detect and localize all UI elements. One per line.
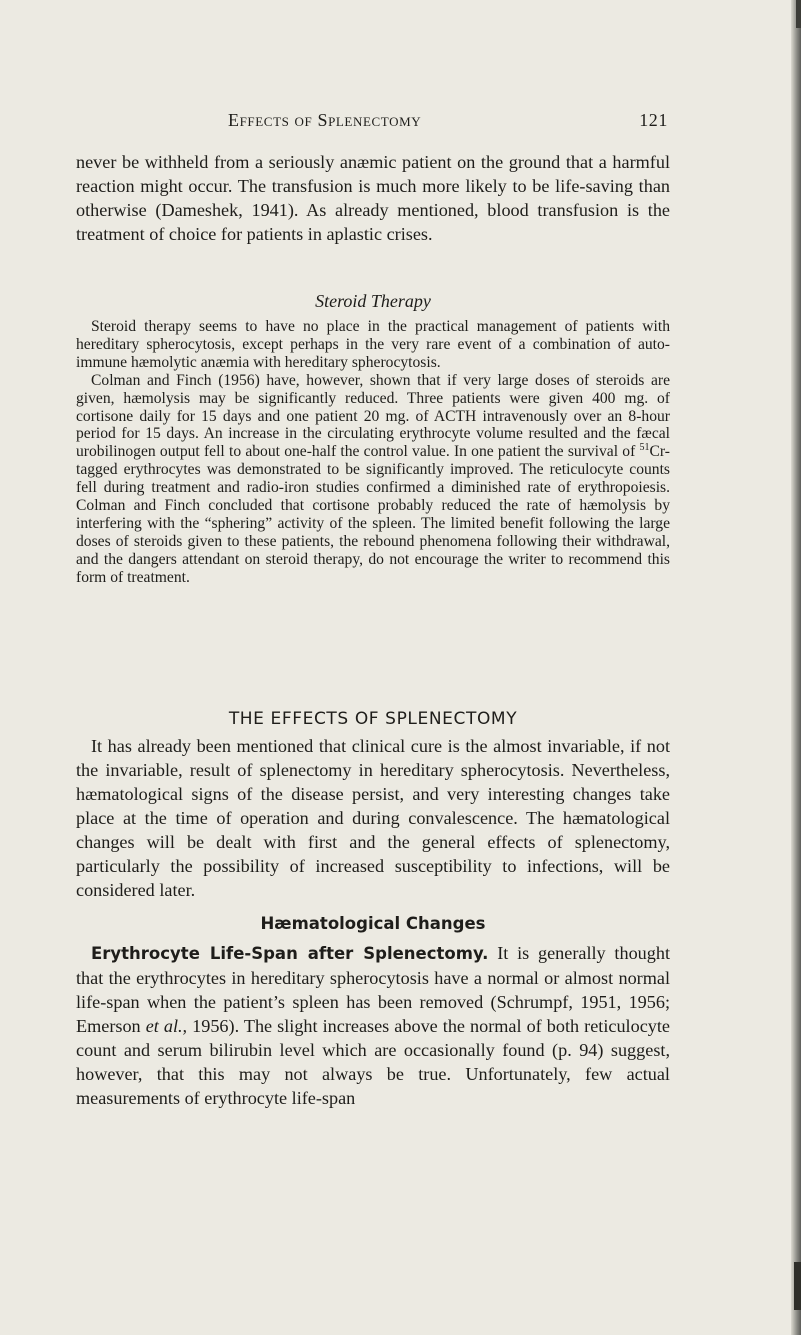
steroid-section-body bbox=[76, 318, 670, 587]
et-al-italic: et al., bbox=[145, 1016, 188, 1036]
steroid-paragraph-2-b: Cr-tagged erythrocytes was demonstrated to be significantly improved. The reticulocyte counts fell during treatment and radio-iron studies confirmed a diminished rate of erythropoiesis. Colman and Finch concluded that cortisone probably reduced the rate of hæmolysis by interfering with the “sphering” activity of the spleen. The limited benefit following the large doses of steroids given to these patients, the rebound phenomena following their withdrawal, and the dangers attendant on steroid therapy, do not encourage the writer to recommend this form of treatment. bbox=[76, 443, 670, 586]
page-number: 121 bbox=[639, 110, 668, 130]
intro-paragraph: never be withheld from a seriously anæmic patient on the ground that a harmful reaction might occur. The transfusion is much more likely to be life-saving than otherwise (Dameshek, 1941). As already mentioned, blood transfusion is the treatment of choice for patients in aplastic crises. bbox=[76, 152, 670, 244]
edge-mark-bottom bbox=[794, 1262, 801, 1310]
steroid-paragraph-2-a: Colman and Finch (1956) have, however, shown that if very large doses of steroids are given, hæmolysis may be significantly reduced. Three patients were given 400 mg. of cortisone daily for 15 days and one patient 20 mg. of ACTH intravenously over an 8-hour period for 15 days. An increase in the circulating erythrocyte volume resulted and the fæcal urobilinogen output fell to about one-half the control value. In one patient the survival of bbox=[76, 371, 670, 461]
running-head bbox=[228, 110, 668, 136]
splenectomy-section-body bbox=[76, 734, 670, 902]
haematological-section-body bbox=[76, 941, 670, 1110]
steroid-paragraph-2 bbox=[76, 372, 670, 587]
page-edge-shadow bbox=[791, 0, 801, 1335]
edge-mark-top bbox=[796, 0, 801, 28]
splenectomy-section-heading: THE EFFECTS OF SPLENECTOMY bbox=[228, 709, 518, 729]
lifespan-text-b: 1956). The slight increases above the normal of both reticulocyte count and serum bilirubin level which are occasionally found (p. 94) suggest, however, that this may not always be true. Unfortunately, few actual measurements of erythrocyte life-span bbox=[76, 1016, 670, 1108]
steroid-paragraph-1: Steroid therapy seems to have no place in the practical management of patients with hereditary spherocytosis, except perhaps in the very rare event of a combination of auto-immune hæmolytic anæmia with hereditary spherocytosis. bbox=[76, 318, 670, 371]
lifespan-paragraph bbox=[76, 941, 670, 1110]
running-head-title: Effects of Splenectomy bbox=[228, 110, 422, 130]
haematological-changes-heading: Hæmatological Changes bbox=[260, 914, 486, 933]
lifespan-runin-heading: Erythrocyte Life-Span after Splenectomy. bbox=[91, 944, 489, 963]
lifespan-text-a: It is generally thought that the erythrocytes in hereditary spherocytosis have a normal or almost normal life-span when the patient’s spleen has been removed (Schrumpf, 1951, 1956; Emerson bbox=[76, 943, 670, 1036]
splenectomy-paragraph: It has already been mentioned that clinical cure is the almost invariable, if not the invariable, result of splenectomy in hereditary spherocytosis. Nevertheless, hæmatological signs of the disease persist, and very interesting changes take place at the time of operation and during convalescence. The hæmatological changes will be dealt with first and the general effects of splenectomy, particularly the possibility of increased susceptibility to infections, will be considered later. bbox=[76, 736, 670, 900]
isotope-superscript: 51 bbox=[639, 442, 650, 454]
intro-paragraph-block bbox=[76, 150, 670, 246]
steroid-therapy-heading: Steroid Therapy bbox=[315, 291, 431, 311]
